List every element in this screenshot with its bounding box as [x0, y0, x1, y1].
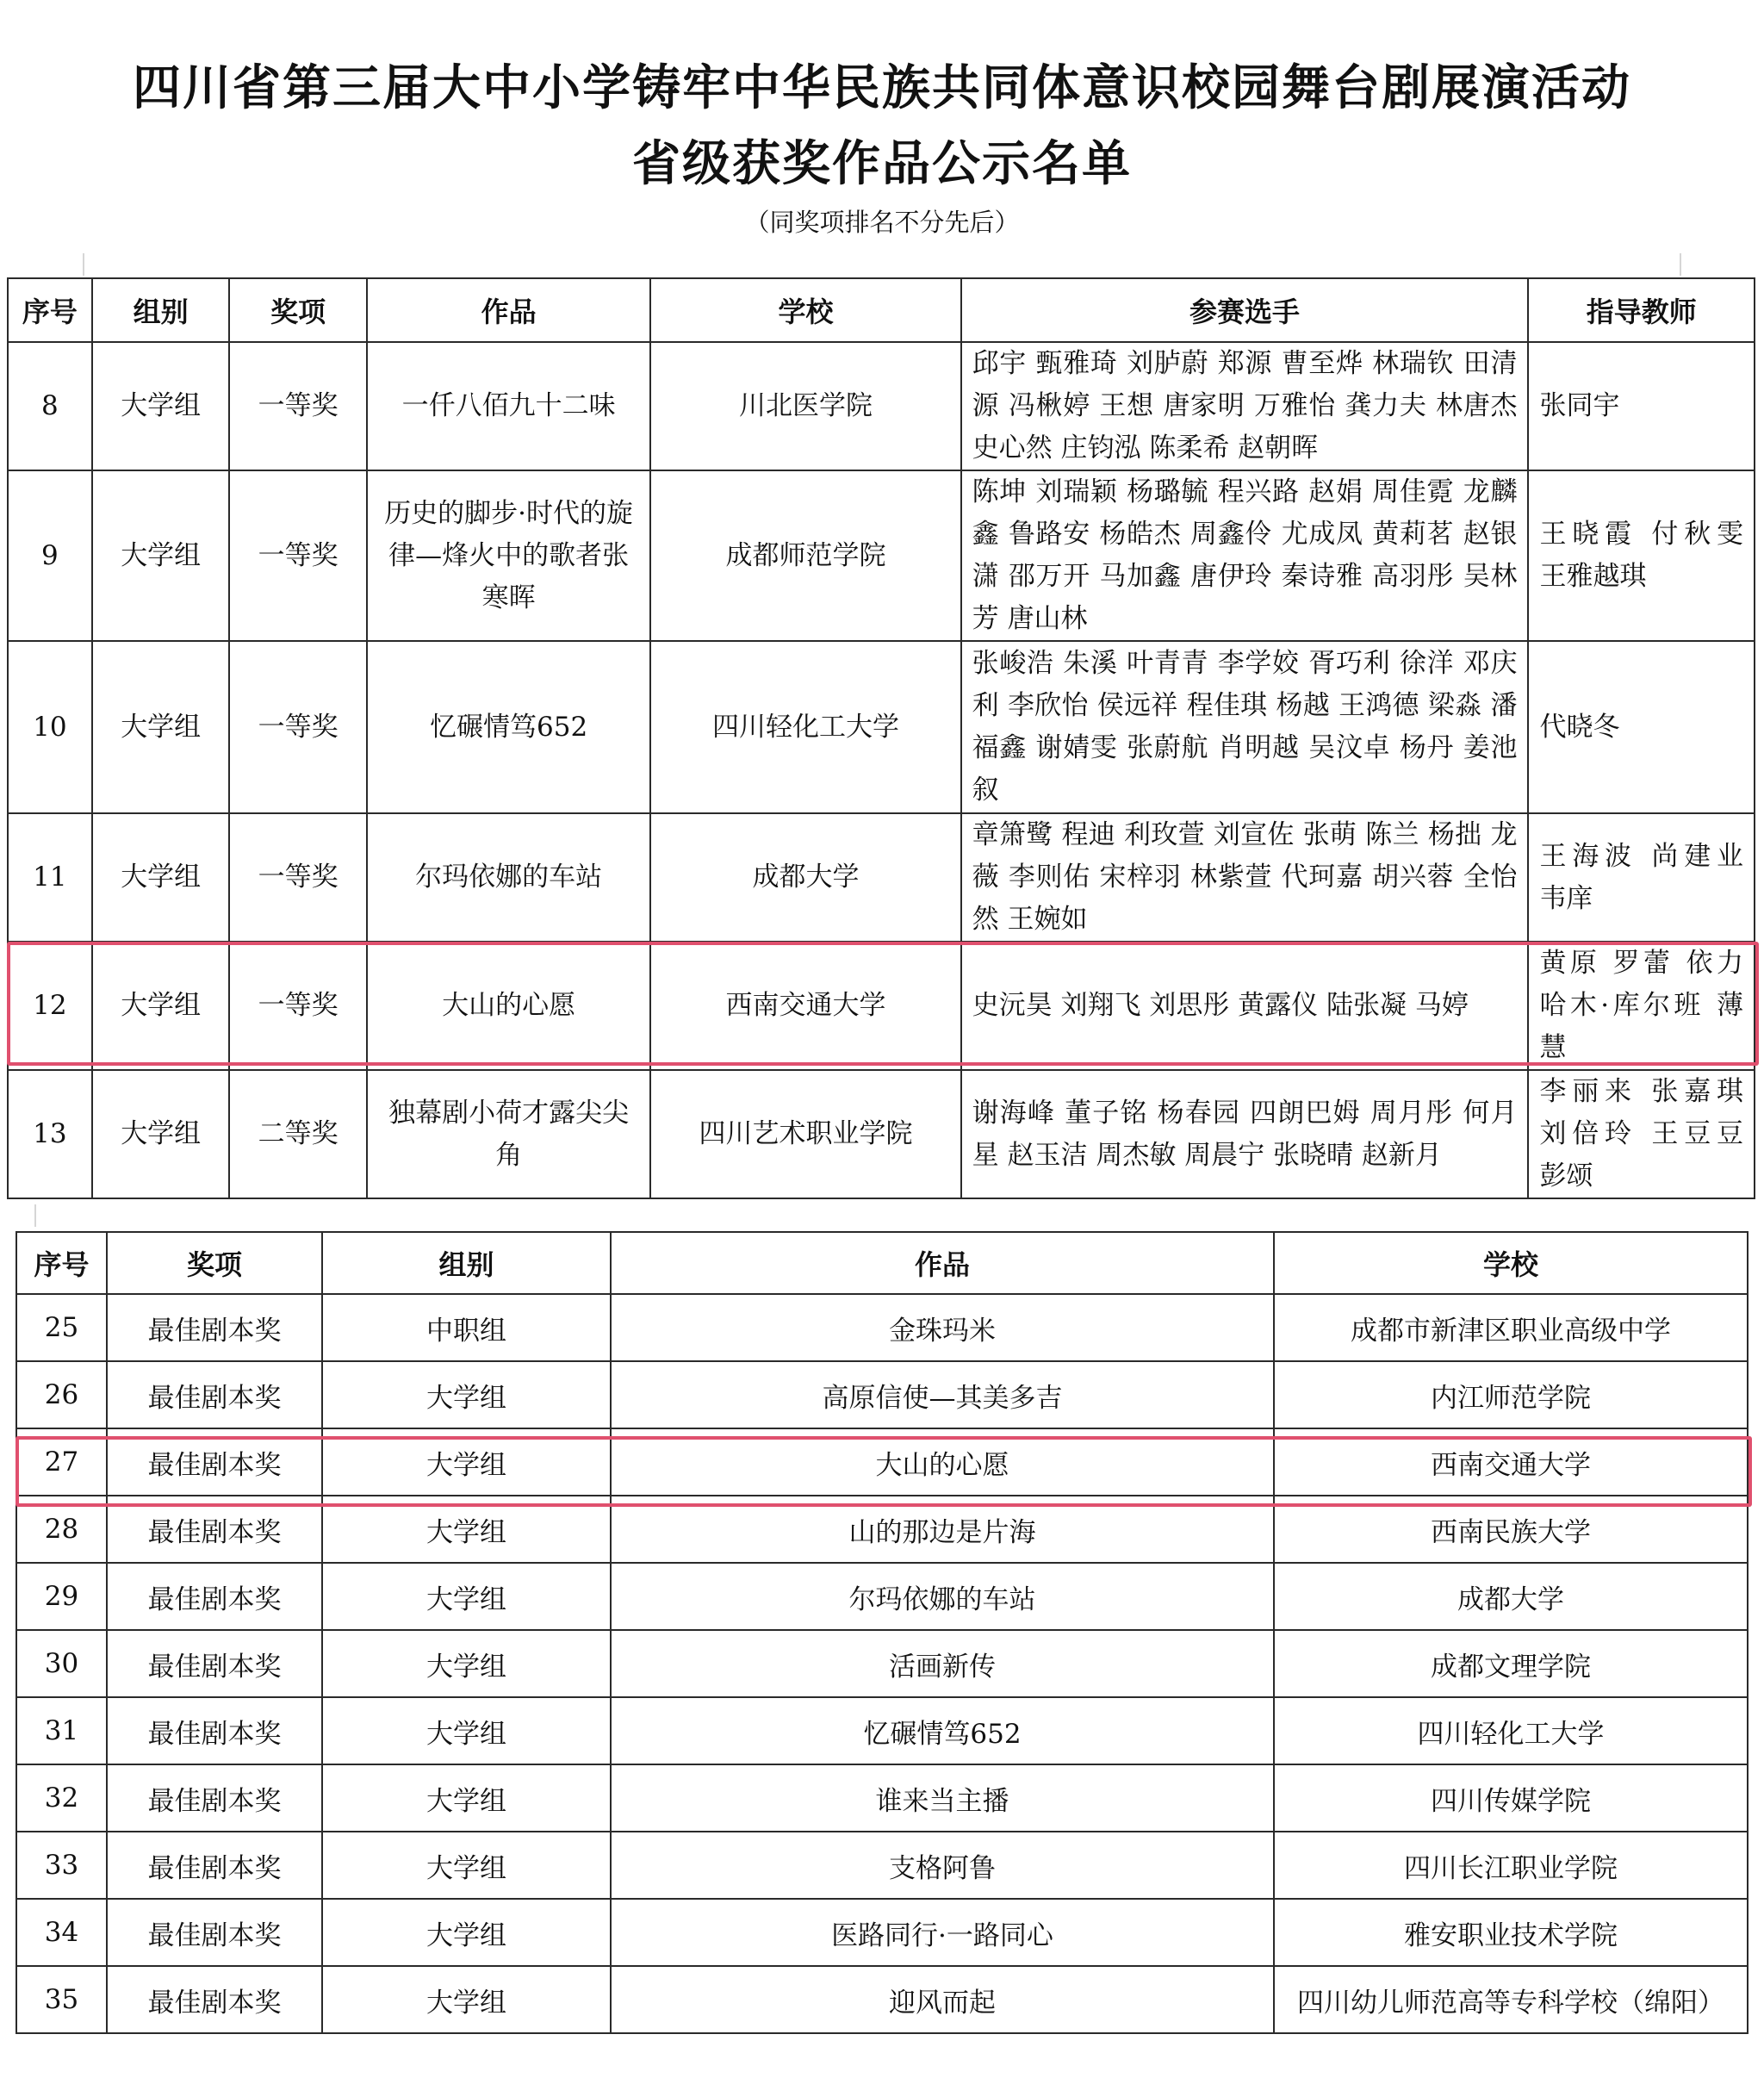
row-group: 大学组: [322, 1563, 611, 1630]
row-group: 中职组: [322, 1294, 611, 1361]
row-index: 12: [8, 942, 92, 1070]
row-index: 13: [8, 1070, 92, 1198]
row-award: 最佳剧本奖: [107, 1294, 322, 1361]
row-index: 30: [16, 1630, 107, 1697]
row-work: 迎风而起: [611, 1966, 1274, 2033]
row-index: 32: [16, 1764, 107, 1832]
row-school: 四川轻化工大学: [650, 641, 960, 813]
row-work: 尔玛依娜的车站: [611, 1563, 1274, 1630]
header-work: 作品: [611, 1232, 1274, 1294]
row-school: 成都市新津区职业高级中学: [1274, 1294, 1748, 1361]
award-table-best-script: [16, 1231, 1748, 2034]
row-school: 四川幼儿师范高等专科学校（绵阳）: [1274, 1966, 1748, 2033]
row-award: 一等奖: [229, 342, 367, 470]
row-school: 成都文理学院: [1274, 1630, 1748, 1697]
row-index: 34: [16, 1899, 107, 1966]
row-school: 四川传媒学院: [1274, 1764, 1748, 1832]
row-group: 大学组: [322, 1697, 611, 1764]
row-teachers: 李丽来 张嘉琪 刘倍玲 王豆豆 彭颂: [1528, 1070, 1755, 1198]
row-school: 雅安职业技术学院: [1274, 1899, 1748, 1966]
row-work: 山的那边是片海: [611, 1496, 1274, 1563]
header-group: 组别: [322, 1232, 611, 1294]
row-award: 最佳剧本奖: [107, 1428, 322, 1496]
row-teachers: 黄原 罗蕾 依力哈木·库尔班 薄慧: [1528, 942, 1755, 1070]
row-work: 独幕剧小荷才露尖尖角: [367, 1070, 650, 1198]
row-players: 谢海峰 董子铭 杨春园 四朗巴姆 周月彤 何月星 赵玉洁 周杰敏 周晨宁 张晓晴 赵新月: [961, 1070, 1529, 1198]
row-work: 尔玛依娜的车站: [367, 813, 650, 942]
row-work: 谁来当主播: [611, 1764, 1274, 1832]
row-school: 四川轻化工大学: [1274, 1697, 1748, 1764]
row-award: 一等奖: [229, 470, 367, 641]
row-award: 最佳剧本奖: [107, 1361, 322, 1428]
row-work: 高原信使—其美多吉: [611, 1361, 1274, 1428]
row-school: 西南民族大学: [1274, 1496, 1748, 1563]
row-award: 最佳剧本奖: [107, 1563, 322, 1630]
table-row: [16, 1697, 1748, 1764]
header-players: 参赛选手: [961, 278, 1529, 342]
row-work: 大山的心愿: [611, 1428, 1274, 1496]
row-work: 医路同行·一路同心: [611, 1899, 1274, 1966]
row-players: 章箫鹭 程迪 利玫萱 刘宣佐 张萌 陈兰 杨拙 龙薇 李则佑 宋梓羽 林紫萱 代珂嘉 胡兴蓉 全怡然 王婉如: [961, 813, 1529, 942]
table-row: [16, 1832, 1748, 1899]
row-award: 最佳剧本奖: [107, 1832, 322, 1899]
table-row: [16, 1966, 1748, 2033]
row-work: 大山的心愿: [367, 942, 650, 1070]
row-work: 忆碾情笃652: [367, 641, 650, 813]
row-school: 西南交通大学: [1274, 1428, 1748, 1496]
row-group: 大学组: [92, 942, 230, 1070]
table-row: [16, 1361, 1748, 1428]
award-table-first-prize: [7, 277, 1755, 1199]
table-row: [8, 470, 1755, 641]
row-index: 27: [16, 1428, 107, 1496]
row-group: 大学组: [92, 1070, 230, 1198]
row-teachers: 代晓冬: [1528, 641, 1755, 813]
row-work: 支格阿鲁: [611, 1832, 1274, 1899]
row-teachers: 王晓霞 付秋雯 王雅越琪: [1528, 470, 1755, 641]
row-index: 26: [16, 1361, 107, 1428]
row-work: 活画新传: [611, 1630, 1274, 1697]
table-row: [8, 813, 1755, 942]
page-edge-mark-left: [34, 1204, 36, 1227]
row-group: 大学组: [322, 1630, 611, 1697]
row-school: 成都大学: [650, 813, 960, 942]
row-group: 大学组: [322, 1764, 611, 1832]
row-group: 大学组: [322, 1361, 611, 1428]
table-row: [16, 1899, 1748, 1966]
row-index: 28: [16, 1496, 107, 1563]
row-school: 成都大学: [1274, 1563, 1748, 1630]
row-group: 大学组: [322, 1428, 611, 1496]
header-school: 学校: [650, 278, 960, 342]
row-school: 内江师范学院: [1274, 1361, 1748, 1428]
table-row-highlighted: [16, 1428, 1748, 1496]
row-index: 25: [16, 1294, 107, 1361]
table-row: [16, 1294, 1748, 1361]
row-award: 一等奖: [229, 641, 367, 813]
page-edge-mark-right: [1680, 253, 1681, 276]
row-index: 33: [16, 1832, 107, 1899]
row-teachers: 王海波 尚建业 韦庠: [1528, 813, 1755, 942]
header-award: 奖项: [107, 1232, 322, 1294]
table-row: [16, 1563, 1748, 1630]
row-group: 大学组: [322, 1966, 611, 2033]
row-work: 忆碾情笃652: [611, 1697, 1274, 1764]
row-group: 大学组: [322, 1899, 611, 1966]
row-players: 张峻浩 朱溪 叶青青 李学姣 胥巧利 徐洋 邓庆利 李欣怡 侯远祥 程佳琪 杨越 王鸿德 梁淼 潘福鑫 谢婧雯 张蔚航 肖明越 吴汶卓 杨丹 姜池叙: [961, 641, 1529, 813]
row-index: 11: [8, 813, 92, 942]
table-row: [16, 1630, 1748, 1697]
row-group: 大学组: [92, 641, 230, 813]
row-group: 大学组: [92, 813, 230, 942]
header-school: 学校: [1274, 1232, 1748, 1294]
row-school: 四川艺术职业学院: [650, 1070, 960, 1198]
header-index: 序号: [8, 278, 92, 342]
row-group: 大学组: [322, 1496, 611, 1563]
row-school: 川北医学院: [650, 342, 960, 470]
row-school: 西南交通大学: [650, 942, 960, 1070]
row-players: 陈坤 刘瑞颖 杨璐毓 程兴路 赵娟 周佳霓 龙麟鑫 鲁路安 杨皓杰 周鑫伶 尤成凤 黄莉茗 赵银潇 邵万开 马加鑫 唐伊玲 秦诗雅 高羽彤 吴林芳 唐山林: [961, 470, 1529, 641]
row-award: 最佳剧本奖: [107, 1630, 322, 1697]
row-players: 史沅昊 刘翔飞 刘思彤 黄露仪 陆张凝 马婷: [961, 942, 1529, 1070]
row-award: 一等奖: [229, 813, 367, 942]
row-work: 金珠玛米: [611, 1294, 1274, 1361]
header-group: 组别: [92, 278, 230, 342]
header-teachers: 指导教师: [1528, 278, 1755, 342]
header-work: 作品: [367, 278, 650, 342]
row-work: 一仟八佰九十二味: [367, 342, 650, 470]
row-work: 历史的脚步·时代的旋律—烽火中的歌者张寒晖: [367, 470, 650, 641]
row-award: 最佳剧本奖: [107, 1764, 322, 1832]
table-row: [16, 1764, 1748, 1832]
document-title: 四川省第三届大中小学铸牢中华民族共同体意识校园舞台剧展演活动: [133, 60, 1631, 116]
row-group: 大学组: [92, 342, 230, 470]
table-row: [16, 1496, 1748, 1563]
table-row: [8, 342, 1755, 470]
row-school: 成都师范学院: [650, 470, 960, 641]
table-row: [8, 1070, 1755, 1198]
row-award: 最佳剧本奖: [107, 1966, 322, 2033]
table-row: [8, 641, 1755, 813]
row-group: 大学组: [92, 470, 230, 641]
row-school: 四川长江职业学院: [1274, 1832, 1748, 1899]
row-award: 最佳剧本奖: [107, 1496, 322, 1563]
table-row-highlighted: [8, 942, 1755, 1070]
row-index: 35: [16, 1966, 107, 2033]
header-index: 序号: [16, 1232, 107, 1294]
row-award: 一等奖: [229, 942, 367, 1070]
row-index: 29: [16, 1563, 107, 1630]
page-edge-mark-left: [83, 253, 84, 276]
header-award: 奖项: [229, 278, 367, 342]
row-index: 8: [8, 342, 92, 470]
document-subtitle: 省级获奖作品公示名单: [632, 136, 1132, 192]
row-index: 31: [16, 1697, 107, 1764]
row-award: 最佳剧本奖: [107, 1697, 322, 1764]
row-award: 二等奖: [229, 1070, 367, 1198]
ranking-note: （同奖项排名不分先后）: [744, 208, 1020, 237]
row-players: 邱宇 甄雅琦 刘胪蔚 郑源 曹至烨 林瑞钦 田清源 冯楸婷 王想 唐家明 万雅怡 龚力夫 林唐杰 史心然 庄钧泓 陈柔希 赵朝晖: [961, 342, 1529, 470]
row-teachers: 张同宇: [1528, 342, 1755, 470]
row-group: 大学组: [322, 1832, 611, 1899]
row-award: 最佳剧本奖: [107, 1899, 322, 1966]
row-index: 9: [8, 470, 92, 641]
row-index: 10: [8, 641, 92, 813]
